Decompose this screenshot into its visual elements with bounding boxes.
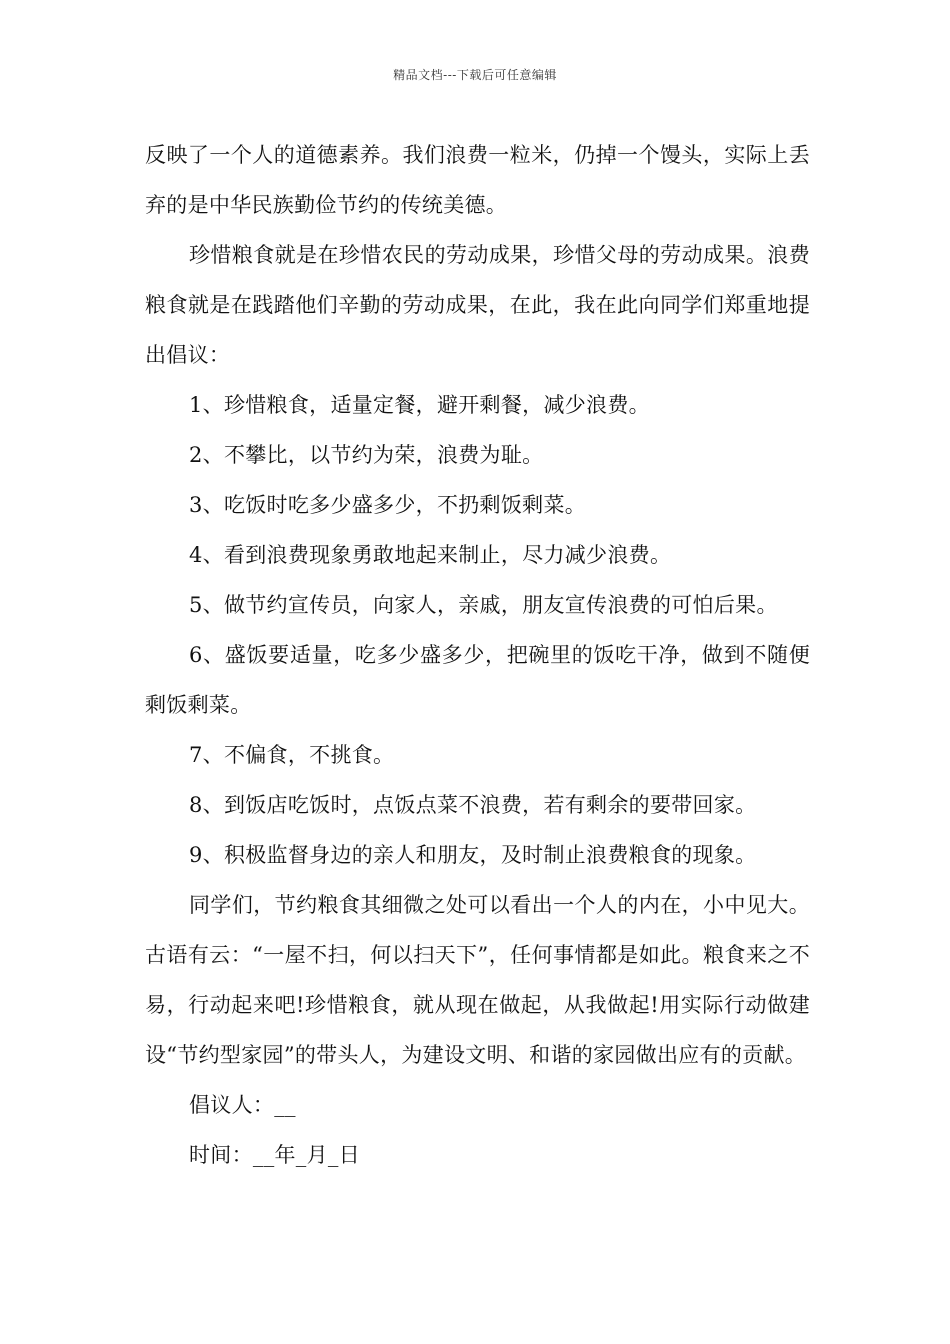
paragraph-continuation: 反映了一个人的道德素养。我们浪费一粒米，仍掉一个馒头，实际上丢弃的是中华民族勤俭节约的传统美德。 <box>145 143 810 217</box>
date-line: 时间：__年_月_日 <box>189 1143 360 1167</box>
document-body <box>145 130 810 1180</box>
page-header: 精品文档---下载后可任意编辑 <box>393 68 557 82</box>
proposal-item-1: 1、珍惜粮食，适量定餐，避开剩餐，减少浪费。 <box>189 393 650 417</box>
paragraph-intro: 珍惜粮食就是在珍惜农民的劳动成果，珍惜父母的劳动成果。浪费粮食就是在践踏他们辛勤的劳动成果，在此，我在此向同学们郑重地提出倡议： <box>145 243 810 367</box>
proposal-item-3: 3、吃饭时吃多少盛多少，不扔剩饭剩菜。 <box>189 493 587 517</box>
proposal-item-2: 2、不攀比，以节约为荣，浪费为耻。 <box>189 443 544 467</box>
signature-line: 倡议人：__ <box>189 1093 296 1117</box>
paragraph-conclusion: 同学们，节约粮食其细微之处可以看出一个人的内在，小中见大。古语有云：“一屋不扫，何以扫天下”，任何事情都是如此。粮食来之不易，行动起来吧!珍惜粮食，就从现在做起，从我做起!用实际行动做建设“节约型家园”的带头人，为建设文明、和谐的家园做出应有的贡献。 <box>145 893 810 1067</box>
proposal-item-8: 8、到饭店吃饭时，点饭点菜不浪费，若有剩余的要带回家。 <box>189 793 757 817</box>
proposal-item-6: 6、盛饭要适量，吃多少盛多少，把碗里的饭吃干净，做到不随便剩饭剩菜。 <box>145 643 810 717</box>
proposal-item-9: 9、积极监督身边的亲人和朋友，及时制止浪费粮食的现象。 <box>189 843 757 867</box>
proposal-item-4: 4、看到浪费现象勇敢地起来制止，尽力减少浪费。 <box>189 543 672 567</box>
proposal-item-7: 7、不偏食，不挑食。 <box>189 743 395 767</box>
proposal-item-5: 5、做节约宣传员，向家人，亲戚，朋友宣传浪费的可怕后果。 <box>189 593 778 617</box>
